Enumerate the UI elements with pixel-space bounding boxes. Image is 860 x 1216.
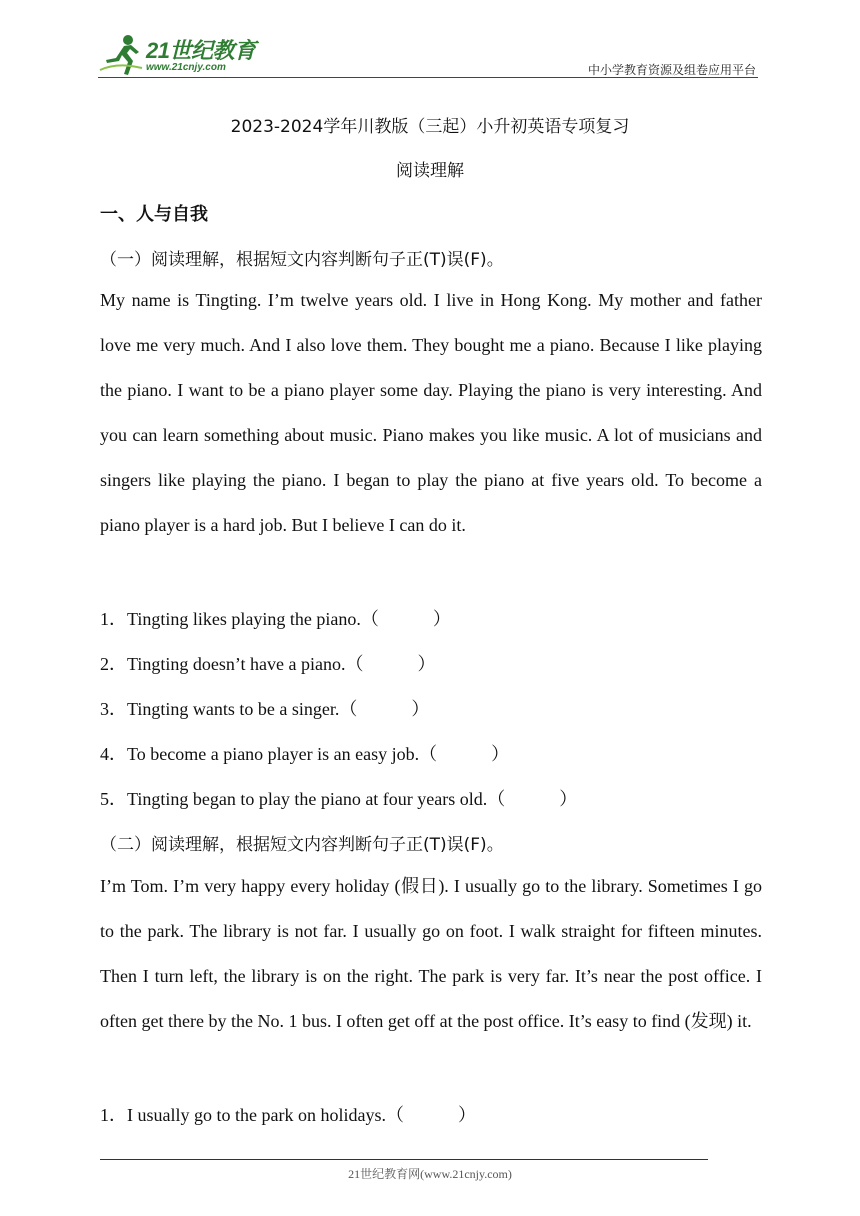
- page-footer: 21世纪教育网(www.21cnjy.com): [348, 1167, 512, 1181]
- page-header: [98, 30, 758, 80]
- header-platform-text: 中小学教育资源及组卷应用平台: [587, 63, 756, 77]
- part2-instruction: （二）阅读理解，根据短文内容判断句子正(T)误(F)。: [100, 835, 504, 855]
- part1-question-5: 5．Tingting began to play the piano at four years old.（ ）: [100, 789, 578, 809]
- header-divider: [98, 77, 758, 78]
- part2-question-1: 1．I usually go to the park on holidays.（ ）: [100, 1105, 476, 1125]
- part1-instruction: （一）阅读理解，根据短文内容判断句子正(T)误(F)。: [100, 250, 504, 270]
- logo-text: 21世纪教育: [146, 38, 256, 63]
- logo: [98, 30, 268, 80]
- runner-logo-icon: [98, 32, 144, 78]
- part1-question-1: 1．Tingting likes playing the piano.（ ）: [100, 609, 451, 629]
- part1-question-3: 3．Tingting wants to be a singer.（ ）: [100, 699, 430, 719]
- document-subtitle: 阅读理解: [396, 161, 464, 181]
- part2-passage: I’m Tom. I’m very happy every holiday (假日). I usually go to the library. Sometimes I go to the park. The library is not far. I usually go on foot. I walk straight for fifteen minutes. Then I turn left, the library is on the right. The park is very far. It’s near the post office. I often get there by the No. 1 bus. I often get off at the post office. It’s easy to find (发现) it.: [100, 876, 762, 1031]
- footer-divider: [100, 1159, 708, 1160]
- part1-question-4: 4．To become a piano player is an easy job.（ ）: [100, 744, 510, 764]
- part1-question-2: 2．Tingting doesn’t have a piano.（ ）: [100, 654, 436, 674]
- logo-url: www.21cnjy.com: [146, 62, 226, 73]
- part1-passage: My name is Tingting. I’m twelve years old. I live in Hong Kong. My mother and father love me very much. And I also love them. They bought me a piano. Because I like playing the piano. I want to be a piano player some day. Playing the piano is very interesting. And you can learn something about music. Piano makes you like music. A lot of musicians and singers like playing the piano. I began to play the piano at five years old. To become a piano player is a hard job. But I believe I can do it.: [100, 290, 762, 535]
- document-title: 2023-2024学年川教版（三起）小升初英语专项复习: [230, 117, 630, 137]
- section-heading: 一、人与自我: [100, 204, 208, 225]
